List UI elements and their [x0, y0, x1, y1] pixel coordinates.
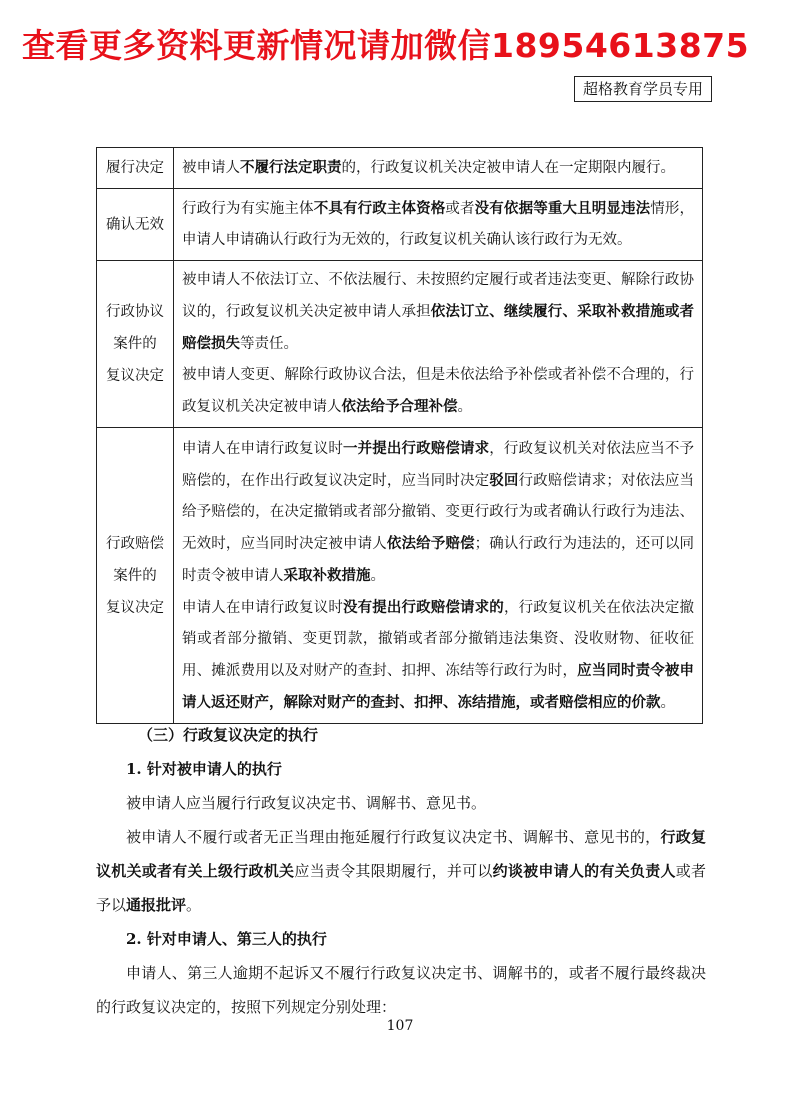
- row-content-agreement: 被申请人不依法订立、不依法履行、未按照约定履行或者违法变更、解除行政协议的，行政复议机关决定被申请人承担依法订立、继续履行、采取补救措施或者赔偿损失等责任。 被申请人变更、解除行政协议合法，但是未依法给予补偿或者补偿不合理的，行政复议机关决定被申请人依法给予合理补偿。: [174, 261, 703, 428]
- subheading-applicant: 2. 针对申请人、第三人的执行: [126, 930, 327, 948]
- table-row: [97, 148, 703, 189]
- paragraph: 被申请人不履行或者无正当理由拖延履行行政复议决定书、调解书、意见书的，行政复议机关或者有关上级行政机关应当责令其限期履行，并可以约谈被申请人的有关负责人或者予以通报批评。: [96, 828, 706, 914]
- row-label-perform: 履行决定: [97, 148, 174, 189]
- paragraph: 申请人、第三人逾期不起诉又不履行行政复议决定书、调解书的，或者不履行最终裁决的行政复议决定的，按照下列规定分别处理：: [96, 964, 706, 1016]
- row-label-compensation: 行政赔偿 案件的 复议决定: [97, 428, 174, 724]
- section-heading: （三）行政复议决定的执行: [138, 726, 319, 744]
- student-only-badge: 超格教育学员专用: [574, 76, 712, 102]
- page-number: 107: [386, 1018, 414, 1034]
- row-label-agreement: 行政协议 案件的 复议决定: [97, 261, 174, 428]
- row-content-void: 行政行为有实施主体不具有行政主体资格或者没有依据等重大且明显违法情形，申请人申请确认行政行为无效的，行政复议机关确认该行政行为无效。: [174, 189, 703, 261]
- row-label-void: 确认无效: [97, 189, 174, 261]
- wechat-banner: 查看更多资料更新情况请加微信18954613875: [22, 26, 750, 65]
- execution-section: [96, 718, 706, 1024]
- paragraph: 被申请人应当履行行政复议决定书、调解书、意见书。: [126, 794, 487, 812]
- row-content-compensation: 申请人在申请行政复议时一并提出行政赔偿请求，行政复议机关对依法应当不予赔偿的，在作出行政复议决定时，应当同时决定驳回行政赔偿请求；对依法应当给予赔偿的，在决定撤销或者部分撤销、变更行政行为或者确认行政行为违法、无效时，应当同时决定被申请人依法给予赔偿；确认行政行为违法的，还可以同时责令被申请人采取补救措施。 申请人在申请行政复议时没有提出行政赔偿请求的，行政复议机关在依法决定撤销或者部分撤销、变更罚款，撤销或者部分撤销违法集资、没收财物、征收征用、摊派费用以及对财产的查封、扣押、冻结等行政行为时，应当同时责令被申请人返还财产，解除对财产的查封、扣押、冻结措施，或者赔偿相应的价款。: [174, 428, 703, 724]
- table-row: [97, 261, 703, 428]
- row-content-perform: 被申请人不履行法定职责的，行政复议机关决定被申请人在一定期限内履行。: [174, 148, 703, 189]
- table-row: [97, 189, 703, 261]
- decision-table: [96, 147, 703, 724]
- table-row: [97, 428, 703, 724]
- subheading-respondent: 1. 针对被申请人的执行: [126, 760, 282, 778]
